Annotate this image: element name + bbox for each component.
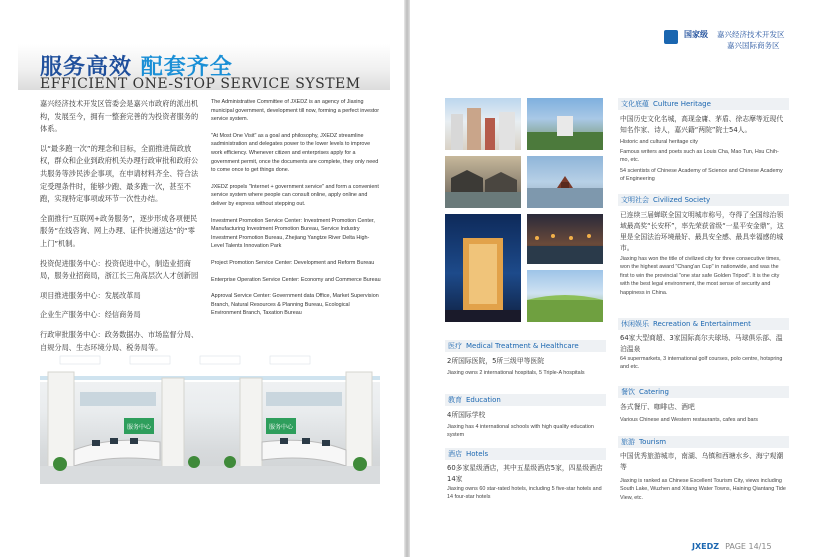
lobby-sign-right: 服务中心 — [268, 424, 294, 431]
catering-text-cn: 各式餐厅、咖啡店、酒吧 — [620, 403, 695, 411]
civilized-heading — [618, 194, 789, 206]
medical-title-cn: 医疗 — [448, 342, 462, 350]
civilized-title-en: Civilized Society — [653, 196, 711, 204]
civilized-text-en: Jiaxing has won the title of civilized city for three consecutive times, won the highest award "Chang'an Cup" in nationwide, and was the first to win the provincial "one star safe Golden Tripod". It is the city with the best legal environment, the most sense of security and happiness in China. — [620, 256, 781, 296]
education-heading — [445, 394, 606, 406]
en-paragraph: The Administrative Committee of JXEDZ is an agency of Jiaxing municipal government, development till now, forming a perfect investor service system. — [211, 99, 380, 123]
civilized-text-cn: 已连续三届蝉联全国文明城市称号，夺得了全国综治领域最高奖“长安杯”，率先荣获省级“一星平安金鼎”，这里是全国法治环境最好、最具安全感、最具幸福感的城市。 — [620, 211, 784, 252]
catering-title-en: Catering — [639, 388, 669, 396]
hotels-text-en: Jiaxing owns 60 star-rated hotels, including 5 five-star hotels and 14 four-star hotels — [447, 486, 602, 501]
medical-title-en: Medical Treatment & Healthcare — [466, 342, 579, 350]
city-buildings-photo — [445, 98, 521, 150]
recreation-title-en: Recreation & Entertainment — [653, 320, 751, 328]
hotels-heading — [445, 448, 606, 460]
zone-name-2: 嘉兴国际商务区 — [727, 41, 780, 50]
lobby-sign-left: 服务中心 — [126, 424, 152, 431]
civilized-title-cn: 文明社会 — [621, 196, 649, 204]
title-main: 服务高效 — [40, 55, 133, 80]
medical-text-en: Jiaxing owns 2 international hospitals, 5 Triple-A hospitals — [447, 370, 585, 376]
footer-brand: JXEDZ — [692, 542, 720, 551]
en-paragraph: "At Most One Visit" as a goal and philosophy, JXEDZ streamline sadministration and delegates power to the lower levels to improve work efficiency. Whenever citizen and enterprises apply for a government permit, once the documents are complete, they only need to come once to get things done. — [211, 132, 379, 174]
service-hall-illustration — [40, 352, 380, 484]
left-page — [0, 0, 404, 557]
hotels-title-cn: 酒店 — [448, 450, 462, 458]
recreation-heading — [618, 318, 789, 330]
culture-heading — [618, 98, 789, 110]
en-paragraph: JXEDZ propels "Internet + government service" and form a convenient service system where people can consult online, apply online and deliver by express without stepping out. — [211, 183, 379, 207]
water-town-photo — [445, 156, 521, 208]
tourism-text-cn: 中国优秀旅游城市，南湖、乌镇和西塘水乡、海宁观潮等 — [620, 452, 784, 471]
title-accent: 配套齐全 — [140, 55, 233, 80]
culture-title-cn: 文化底蕴 — [621, 100, 649, 108]
logo-level: 国家级 — [684, 30, 708, 39]
education-title-cn: 教育 — [448, 396, 462, 404]
culture-text-en-1: Historic and cultural heritage city — [620, 139, 698, 145]
zone-name-1: 嘉兴经济技术开发区 — [717, 30, 785, 39]
service-hall-photo — [40, 352, 380, 484]
education-text-cn: 4所国际学校 — [447, 411, 486, 419]
catering-heading — [618, 386, 789, 398]
golf-course-photo — [527, 270, 603, 322]
culture-title-en: Culture Heritage — [653, 100, 711, 108]
education-title-en: Education — [466, 396, 501, 404]
catering-text-en: Various Chinese and Western restaurants, cafes and bars — [620, 417, 758, 423]
culture-text-en-3: 54 scientists of Chinese Academy of Science and Chinese Academy of Engineering — [620, 168, 783, 183]
hotels-text-cn: 60多家星级酒店，其中五星级酒店5家，四星级酒店14家 — [447, 464, 603, 483]
night-canal-photo — [527, 214, 603, 264]
cn-paragraph: 行政审批服务中心：政务数据办、市场监督分局、自规分局、生态环境分局、税务局等。 — [40, 329, 199, 352]
cn-paragraph: 企业生产服务中心：经信商务局 — [40, 310, 141, 320]
cn-paragraph: 嘉兴经济技术开发区管委会是嘉兴市政府的派出机构，发展至今，拥有一整套完善的为投资者服务的体系。 — [40, 99, 199, 134]
cn-paragraph: 以“最多跑一次”的理念和目标，全面推进简政放权，群众和企业到政府机关办理行政审批和政府公共服务等涉民涉企事项，在申请材料齐全、符合法定受理条件时，能够少跑、最多跑一次，甚至不跑，实现特定事项或环节一次性办结。 — [40, 143, 199, 204]
page-subtitle: EFFICIENT ONE-STOP SERVICE SYSTEM — [40, 76, 361, 92]
cn-paragraph: 项目推进服务中心：发展改革局 — [40, 290, 141, 300]
tourism-title-cn: 旅游 — [621, 438, 635, 446]
tourism-text-en: Jiaxing is ranked as Chinese Excellent Tourism City, views including South Lake, Wuzhen and Xitang Water Towns, Haining Qiantang Tide View, etc. — [620, 478, 786, 501]
medical-text-cn: 2所国际医院，5所三级甲等医院 — [447, 357, 545, 365]
en-paragraph: Approval Service Center: Government data Office, Market Supervision Branch, Natural Resources & Planning Bureau, Ecological Environment Branch, Taxation Bureau — [211, 293, 379, 317]
recreation-text-en: 64 supermarkets, 3 international golf courses, polo centre, hotspring and etc. — [620, 356, 783, 371]
cn-paragraph: 全面推行“互联网+政务服务”，逐步形成各项便民服务“在线咨询、网上办理、证件快递送达”的“零上门”机制。 — [40, 213, 198, 248]
lake-pavilion-photo — [527, 156, 603, 208]
education-text-en: Jiaxing has 4 international schools with high quality education system — [447, 424, 594, 439]
chinese-column — [40, 98, 200, 361]
culture-text-en-2: Famous writers and poets such as Louis Cha, Mao Tun, Hsu Chih-mo, etc. — [620, 149, 779, 164]
catering-title-cn: 餐饮 — [621, 388, 635, 396]
tourism-heading — [618, 436, 789, 448]
en-paragraph: Investment Promotion Service Center: Investment Promotion Center, Manufacturing Investment Promotion Bureau, Service Industry Investment Promotion Bureau, Zhejiang Yangtze River Delta High-Level Talents Innovation Park — [211, 217, 375, 250]
jxedz-logo — [664, 30, 678, 44]
english-column — [211, 98, 381, 326]
hotels-title-en: Hotels — [466, 450, 489, 458]
medical-heading — [445, 340, 606, 352]
cn-paragraph: 投资促进服务中心：投资促进中心，制造业招商局，服务业招商局，浙江长三角高层次人才创新园 — [40, 258, 199, 281]
park-landscape-photo — [527, 98, 603, 150]
page-number: PAGE 14/15 — [725, 542, 772, 551]
recreation-text-cn: 64家大型商超、3家国际高尔夫球场、马球俱乐部、温泊温泉 — [620, 334, 783, 353]
en-paragraph: Project Promotion Service Center: Development and Reform Bureau — [211, 259, 375, 266]
hotel-night-photo — [445, 214, 521, 322]
page-footer — [692, 542, 772, 551]
tourism-title-en: Tourism — [639, 438, 667, 446]
en-paragraph: Enterprise Operation Service Center: Economy and Commerce Bureau — [211, 276, 381, 283]
recreation-title-cn: 休闲娱乐 — [621, 320, 649, 328]
culture-text-cn: 中国历史文化名城，高现金庸、茅盾、徐志摩等近现代知名作家、诗人，嘉兴籍“两院”院士54人。 — [620, 115, 784, 134]
